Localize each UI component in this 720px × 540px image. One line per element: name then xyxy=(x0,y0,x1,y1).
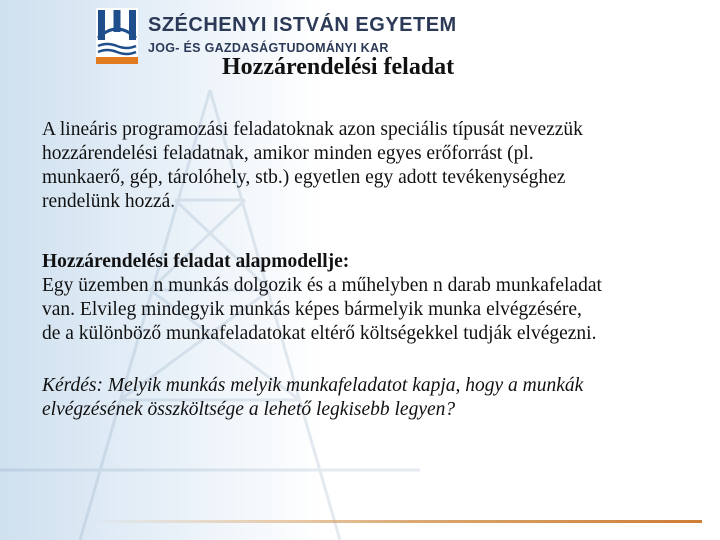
question-paragraph xyxy=(42,374,682,422)
intro-line: munkaerő, gép, tárolóhely, stb.) egyetlen egy adott tevékenységhez xyxy=(42,167,566,188)
footer-divider xyxy=(90,520,702,523)
university-logo-icon xyxy=(96,8,138,64)
slide-content xyxy=(42,118,682,422)
model-line: van. Elvileg mindegyik munkás képes bármelyik munka elvégzésére, xyxy=(42,299,582,320)
question-line: Kérdés: Melyik munkás melyik munkafeladatot kapja, hogy a munkák xyxy=(42,375,584,396)
intro-paragraph xyxy=(42,118,682,214)
model-heading: Hozzárendelési feladat alapmodellje: xyxy=(42,251,350,272)
model-line: Egy üzemben n munkás dolgozik és a műhelyben n darab munkafeladat xyxy=(42,275,602,296)
question-line: elvégzésének összköltsége a lehető legkisebb legyen? xyxy=(42,399,456,420)
intro-line: rendelünk hozzá. xyxy=(42,191,176,212)
slide-title: Hozzárendelési feladat xyxy=(222,54,455,80)
model-line: de a különböző munkafeladatokat eltérő költségekkel tudják elvégezni. xyxy=(42,323,597,344)
university-name: SZÉCHENYI ISTVÁN EGYETEM xyxy=(148,14,457,36)
intro-line: hozzárendelési feladatnak, amikor minden egyes erőforrást (pl. xyxy=(42,143,534,164)
faculty-name: JOG- ÉS GAZDASÁGTUDOMÁNYI KAR xyxy=(148,41,389,55)
intro-line: A lineáris programozási feladatoknak azon speciális típusát nevezzük xyxy=(42,119,583,140)
model-paragraph xyxy=(42,250,682,346)
